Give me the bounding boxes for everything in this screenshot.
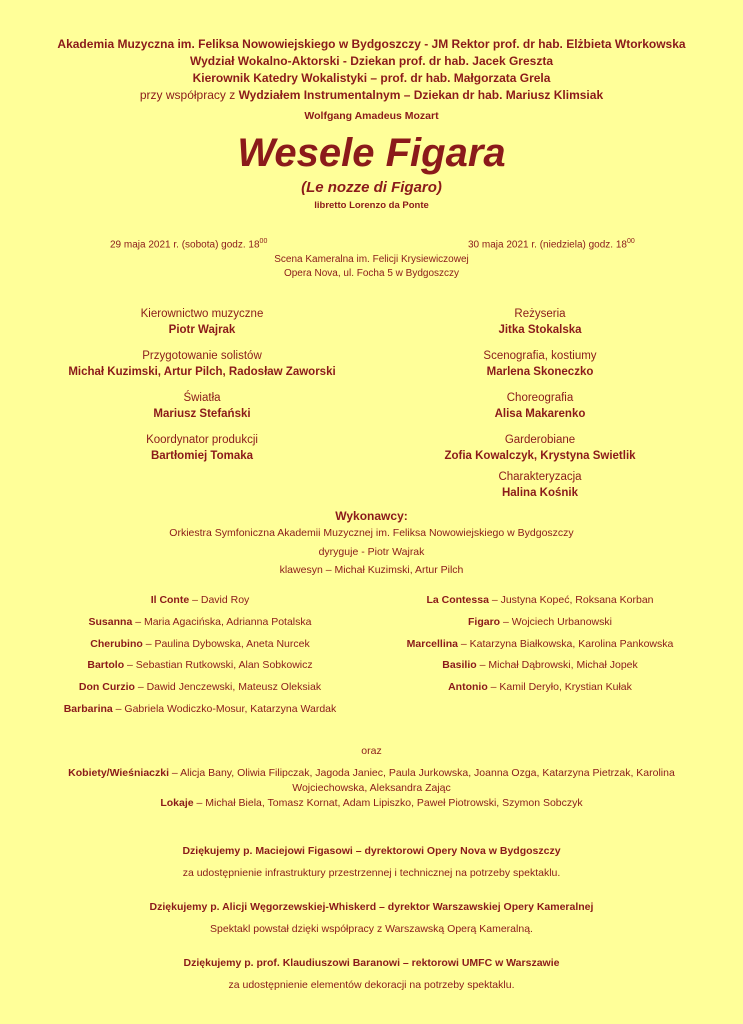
cast-names: – Maria Agacińska, Adrianna Potalska xyxy=(132,615,312,628)
crew-role: Scenografia, kostiumy xyxy=(483,350,597,362)
crew-role: Koordynator produkcji xyxy=(146,434,258,446)
cooperation-line xyxy=(0,87,743,104)
date-left-text: 29 maja 2021 r. (sobota) godz. 18 xyxy=(110,239,260,251)
cast-role: Marcellina xyxy=(406,637,458,650)
cast-item xyxy=(0,699,400,721)
cast-names: – Katarzyna Białkowska, Karolina Pankowska xyxy=(458,637,674,650)
crew-role: Choreografia xyxy=(506,392,574,404)
conductor-line: dyryguje - Piotr Wajrak xyxy=(318,545,425,558)
harpsichord-line: klawesyn – Michał Kuzimski, Artur Pilch xyxy=(279,564,464,576)
cast-right-column xyxy=(350,590,730,699)
performers-title: Wykonawcy: xyxy=(335,509,408,523)
cast-item xyxy=(0,677,400,699)
libretto-credit: libretto Lorenzo da Ponte xyxy=(314,200,429,211)
cast-names: – Gabriela Wodiczko-Mosur, Katarzyna Wardak xyxy=(112,702,337,715)
institution-header xyxy=(0,36,743,104)
chorus-names: – Alicja Bany, Oliwia Filipczak, Jagoda Janiec, Paula Jurkowska, Joanna Ozga, Katarzyna Pietrzak, Karolina Wojciechowska, Aleksandra Zając xyxy=(169,767,675,794)
venue xyxy=(0,253,743,281)
crew-name: Zofia Kowalczyk, Krystyna Swietlik xyxy=(444,450,636,462)
cast-names: – Wojciech Urbanowski xyxy=(500,615,612,628)
venue-line: Scena Kameralna im. Felicji Krysiewiczowej xyxy=(274,254,469,265)
crew-name: Bartłomiej Tomaka xyxy=(150,450,254,462)
crew-name: Marlena Skoneczko xyxy=(486,366,594,378)
crew-role: Reżyseria xyxy=(514,308,566,320)
crew-role: Przygotowanie solistów xyxy=(142,350,262,362)
crew-item xyxy=(22,348,382,390)
crew-name: Halina Kośnik xyxy=(501,487,579,499)
crew-item xyxy=(360,390,720,432)
cast-role: Barbarina xyxy=(63,702,113,715)
cast-role: Figaro xyxy=(468,615,501,628)
crew-item xyxy=(22,390,382,432)
crew-item xyxy=(22,306,382,348)
page-subtitle: (Le nozze di Figaro) xyxy=(301,179,442,196)
page-title: Wesele Figara xyxy=(237,131,506,175)
cooperation-faculty: Wydziałem Instrumentalnym – Dziekan dr hab. Mariusz Klimsiak xyxy=(238,88,604,102)
crew-role: Światła xyxy=(183,392,221,404)
cast-role: Antonio xyxy=(448,681,488,694)
date-left xyxy=(110,238,267,250)
lackeys-names: – Michał Biela, Tomasz Kornat, Adam Lipiszko, Paweł Piotrowski, Szymon Sobczyk xyxy=(193,797,583,809)
crew-right-column xyxy=(360,306,720,511)
department-line: Kierownik Katedry Wokalistyki – prof. dr hab. Małgorzata Grela xyxy=(192,71,551,85)
acknowledgements xyxy=(0,843,743,1011)
cast-item xyxy=(0,634,400,656)
date-left-sup: 00 xyxy=(259,238,268,245)
thanks-text: za udostępnienie elementów dekoracji na potrzeby spektaklu. xyxy=(228,979,515,991)
cast-item xyxy=(350,590,730,612)
cast-names: – Paulina Dybowska, Aneta Nurcek xyxy=(142,637,310,650)
crew-item xyxy=(22,432,382,474)
cast-role: Don Curzio xyxy=(78,681,135,694)
crew-role: Charakteryzacja xyxy=(498,471,582,483)
cast-role: Basilio xyxy=(442,659,477,672)
cast-names: – Justyna Kopeć, Roksana Korban xyxy=(488,594,654,606)
chorus-role: Kobiety/Wieśniaczki xyxy=(68,767,170,779)
crew-name: Mariusz Stefański xyxy=(153,408,251,420)
faculty-line: Wydział Wokalno-Aktorski - Dziekan prof. dr hab. Jacek Greszta xyxy=(190,54,553,68)
thanks-heading: Dziękujemy p. Alicji Węgorzewskiej-Whiskerd – dyrektor Warszawskiej Opery Kameralnej xyxy=(149,901,594,913)
date-right-text: 30 maja 2021 r. (niedziela) godz. 18 xyxy=(468,239,627,251)
cast-role: Susanna xyxy=(88,615,133,628)
chorus-line xyxy=(60,766,683,796)
crew-role: Kierownictwo muzyczne xyxy=(140,308,264,320)
cast-role: La Contessa xyxy=(426,594,489,606)
cast-item xyxy=(350,612,730,634)
cast-item xyxy=(0,655,400,677)
date-right-sup: 00 xyxy=(627,238,635,245)
lackeys-role: Lokaje xyxy=(160,797,194,809)
orchestra-line: Orkiestra Symfoniczna Akademii Muzycznej im. Feliksa Nowowiejskiego w Bydgoszczy xyxy=(169,527,574,539)
cast-item xyxy=(350,677,730,699)
crew-item xyxy=(360,469,720,511)
thanks-heading: Dziękujemy p. prof. Klaudiuszowi Baranowi – rektorowi UMFC w Warszawie xyxy=(183,957,560,969)
cast-names: – Dawid Jenczewski, Mateusz Oleksiak xyxy=(134,681,322,694)
crew-item xyxy=(360,306,720,348)
cast-item xyxy=(350,655,730,677)
crew-name: Jitka Stokalska xyxy=(498,324,582,336)
cooperation-prefix: przy współpracy z xyxy=(139,88,239,102)
composer: Wolfgang Amadeus Mozart xyxy=(304,110,439,122)
cast-role: Bartolo xyxy=(87,659,125,672)
crew-role: Garderobiane xyxy=(504,434,576,446)
cast-names: – Kamil Deryło, Krystian Kułak xyxy=(487,681,632,694)
crew-item xyxy=(360,432,720,474)
oraz-label: oraz xyxy=(361,745,382,757)
thanks-text: Spektakl powstał dzięki współpracy z Warszawską Operą Kameralną. xyxy=(210,923,533,935)
cast-role: Cherubino xyxy=(90,637,143,650)
thanks-heading: Dziękujemy p. Maciejowi Figasowi – dyrektorowi Opery Nova w Bydgoszczy xyxy=(182,845,561,857)
cast-item xyxy=(0,612,400,634)
cast-role: Il Conte xyxy=(150,594,190,606)
academy-line: Akademia Muzyczna im. Feliksa Nowowiejskiego w Bydgoszczy - JM Rektor prof. dr hab. Elżbieta Wtorkowska xyxy=(57,37,686,51)
cast-names: – Sebastian Rutkowski, Alan Sobkowicz xyxy=(124,659,313,672)
cast-names: – Michał Dąbrowski, Michał Jopek xyxy=(476,659,638,672)
ensemble-section xyxy=(60,766,683,811)
crew-item xyxy=(360,348,720,390)
crew-name: Alisa Makarenko xyxy=(494,408,586,420)
crew-left-column xyxy=(22,306,382,474)
crew-name: Michał Kuzimski, Artur Pilch, Radosław Zaworski xyxy=(68,366,336,378)
lackeys-line xyxy=(60,796,683,811)
cast-item xyxy=(0,590,400,612)
venue-address: Opera Nova, ul. Focha 5 w Bydgoszczy xyxy=(283,268,460,279)
cast-names: – David Roy xyxy=(189,594,250,606)
cast-left-column xyxy=(0,590,400,721)
crew-name: Piotr Wajrak xyxy=(168,324,236,336)
thanks-text: za udostępnienie infrastruktury przestrzennej i technicznej na potrzeby spektaklu. xyxy=(182,867,561,879)
date-right xyxy=(468,238,635,250)
performers-section xyxy=(0,508,743,580)
cast-item xyxy=(350,634,730,656)
